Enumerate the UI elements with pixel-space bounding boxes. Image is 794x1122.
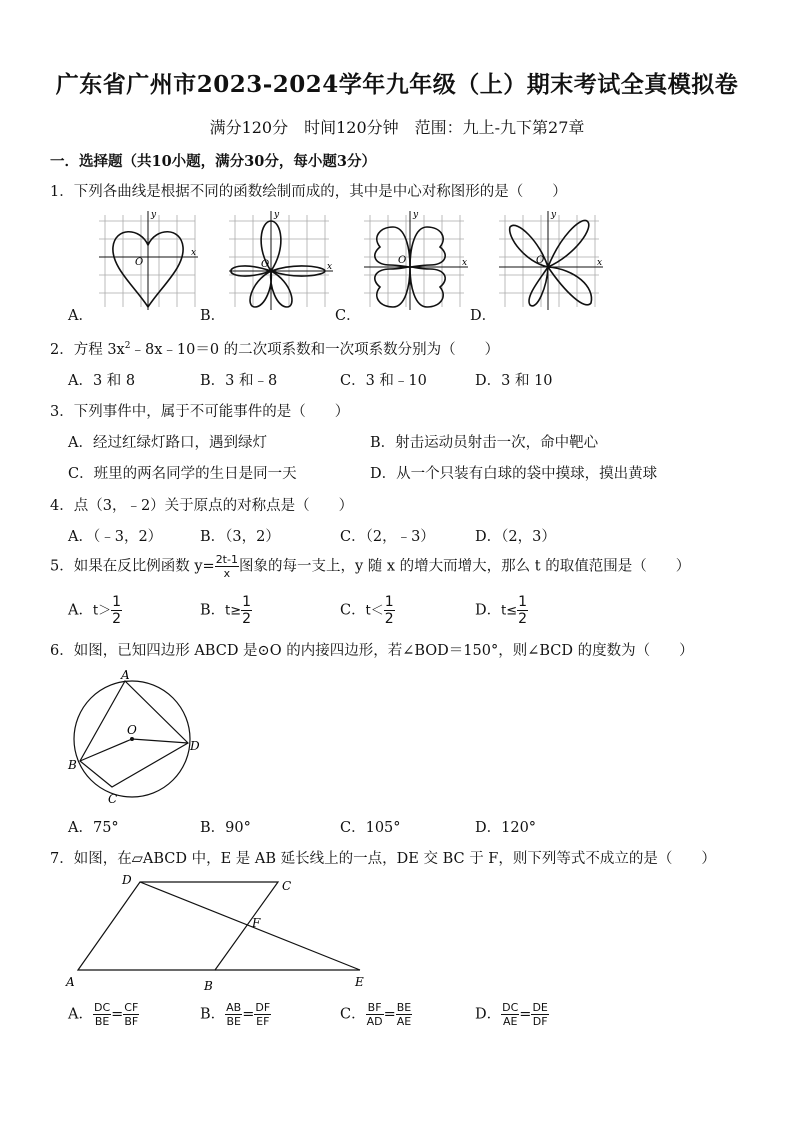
q1-graph-d (495, 207, 605, 312)
q1-graph-c (360, 207, 470, 312)
q3-stem: 3．下列事件中，属于不可能事件的是（ ） (50, 404, 350, 420)
q2-option-b[interactable]: B．3 和﹣8 (200, 373, 278, 389)
q3-option-d[interactable]: D．从一个只装有白球的袋中摸球，摸出黄球 (370, 466, 658, 482)
q5-option-c[interactable]: C．t＜ $\frac{1}{2}$ (340, 594, 394, 627)
svg-text:x: x (462, 258, 468, 268)
q4-stem: 4．点（3，﹣2）关于原点的对称点是（ ） (50, 498, 354, 514)
q1-option-c[interactable]: C． (335, 308, 361, 324)
q6-option-b[interactable]: B．90° (200, 820, 251, 836)
svg-text:D: D (190, 739, 200, 753)
q7-option-d[interactable]: D． $\frac{DC}{AE}$ = $\frac{DE}{DF}$ (475, 1001, 548, 1028)
q3-option-b[interactable]: B．射击运动员射击一次，命中靶心 (370, 435, 599, 451)
q5-option-a[interactable]: A．t＞ $\frac{1}{2}$ (68, 594, 122, 627)
q4-option-c[interactable]: C．（2，﹣3） (340, 529, 435, 545)
svg-text:D: D (122, 873, 132, 887)
q1-stem: 1．下列各曲线是根据不同的函数绘制而成的，其中是中心对称图形的是（ ） (50, 184, 567, 200)
q4-option-d[interactable]: D．（2，3） (475, 529, 556, 545)
q5-option-b[interactable]: B．t≥ $\frac{1}{2}$ (200, 594, 252, 627)
q1-option-b[interactable]: B． (200, 308, 226, 324)
q1-graph-b (225, 207, 335, 312)
q2-option-d[interactable]: D．3 和 10 (475, 373, 553, 389)
svg-text:C: C (282, 879, 292, 893)
svg-text:A: A (121, 668, 130, 682)
exam-info: 满分120分 时间120分钟 范围：九上-九下第27章 (209, 118, 585, 137)
q3-option-a[interactable]: A．经过红绿灯路口，遇到绿灯 (68, 435, 267, 451)
q6-stem: 6．如图，已知四边形 ABCD 是⊙O 的内接四边形，若∠BOD＝150°，则∠BCD 的度数为（ ） (50, 643, 694, 659)
q6-option-d[interactable]: D．120° (475, 820, 537, 836)
q1-option-d[interactable]: D． (470, 308, 497, 324)
origin-label: O (135, 257, 144, 268)
q4-option-a[interactable]: A．（﹣3，2） (68, 529, 163, 545)
svg-text:x: x (597, 258, 603, 268)
q4-option-b[interactable]: B．（3，2） (200, 529, 280, 545)
q2-stem: 2．方程 $3x^2﹣8x﹣10=0$ 的二次项系数和一次项系数分别为（ ） (50, 341, 500, 358)
q2-option-c[interactable]: C．3 和﹣10 (340, 373, 427, 389)
q5-fraction: $\frac{2t-1}{x}$ (215, 553, 238, 580)
axis-y-label: y (151, 210, 157, 220)
svg-text:C: C (108, 792, 118, 806)
q7-option-a[interactable]: A． $\frac{DC}{BE}$ = $\frac{CF}{BF}$ (68, 1001, 139, 1028)
svg-text:F: F (252, 916, 261, 930)
svg-text:O: O (127, 723, 137, 737)
svg-text:O: O (536, 255, 545, 266)
q6-option-c[interactable]: C．105° (340, 820, 401, 836)
page-title: 广东省广州市2023-2024学年九年级（上）期末考试全真模拟卷 (55, 71, 739, 98)
q7-parallelogram-figure (60, 870, 380, 995)
q7-stem: 7．如图，在▱ABCD 中，E 是 AB 延长线上的一点，DE 交 BC 于 F，则下列等式不成立的是（ ） (50, 851, 716, 867)
q6-option-a[interactable]: A．75° (68, 820, 119, 836)
q2-option-a[interactable]: A．3 和 8 (68, 373, 136, 389)
svg-text:O: O (261, 259, 270, 270)
q5-stem: 5．如果在反比例函数 y= $\frac{2t-1}{x}$ 图象的每一支上，y 随 x 的增大而增大，那么 t 的取值范围是（ ） (50, 553, 691, 580)
q5-option-d[interactable]: D．t≤ $\frac{1}{2}$ (475, 594, 528, 627)
svg-text:O: O (398, 255, 407, 266)
svg-text:B: B (68, 758, 77, 772)
q1-option-a[interactable]: A． (68, 308, 93, 324)
section-heading: 一．选择题（共10小题，满分30分，每小题3分） (50, 153, 376, 170)
svg-text:E: E (355, 975, 364, 989)
q7-option-c[interactable]: C． $\frac{BF}{AD}$ = $\frac{BE}{AE}$ (340, 1001, 412, 1028)
svg-text:y: y (274, 210, 280, 220)
q3-option-c[interactable]: C．班里的两名同学的生日是同一天 (68, 466, 297, 482)
svg-text:A: A (66, 975, 75, 989)
q1-graph-a (95, 207, 200, 312)
axis-x-label: x (191, 248, 197, 258)
svg-text:B: B (204, 979, 213, 993)
q7-option-b[interactable]: B． $\frac{AB}{BE}$ = $\frac{DF}{EF}$ (200, 1001, 271, 1028)
svg-text:x: x (327, 262, 333, 272)
q6-circle-figure (60, 663, 210, 808)
svg-text:y: y (413, 210, 419, 220)
svg-text:y: y (551, 210, 557, 220)
